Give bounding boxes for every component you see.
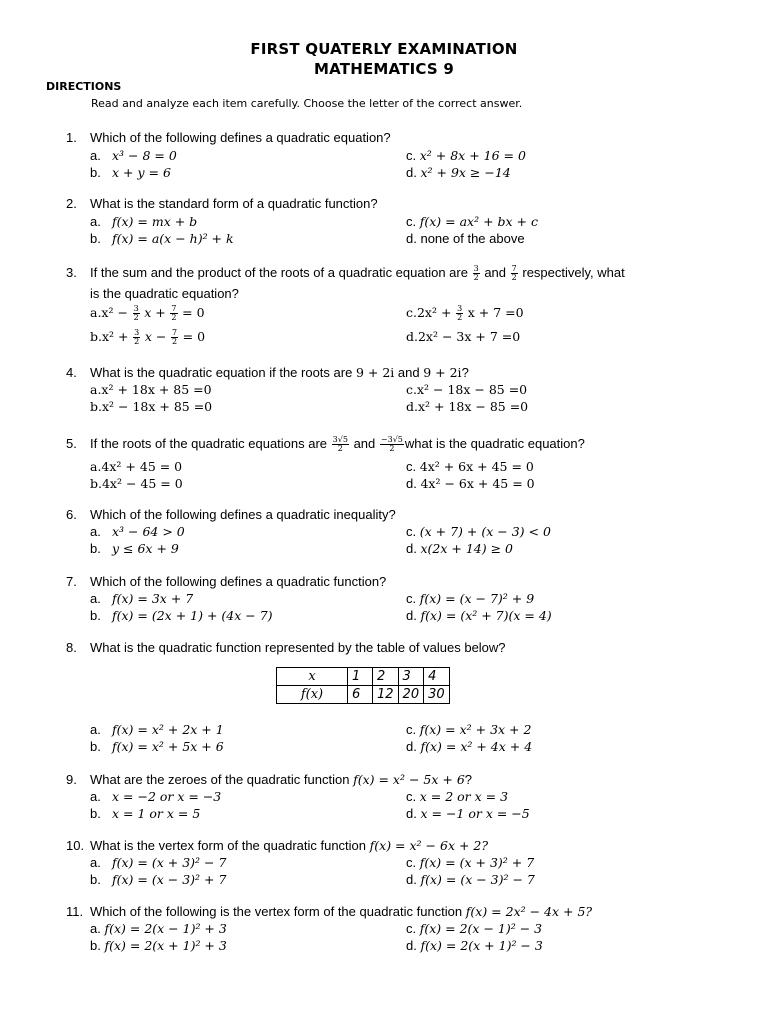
table-of-values (276, 667, 450, 704)
option-8d: d. f(x) = x² + 4x + 4 (406, 739, 533, 754)
fraction: $\frac{7}{2}$ (511, 264, 517, 283)
option-10a: a. f(x) = (x + 3)² − 7 (90, 855, 227, 870)
question-number: 2. (66, 196, 77, 211)
table-row-fx (277, 686, 450, 704)
option-10c: c. f(x) = (x + 3)² + 7 (406, 855, 535, 870)
question-3: 3. If the sum and the product of the roots of a quadratic equation are $\frac{3}{2}$ and $\frac{7}{2}$ respectively, what (66, 264, 625, 283)
table-cell: 20 (398, 686, 424, 704)
option-4d: d.x² + 18x − 85 =0 (406, 399, 529, 414)
question-11: 11. Which of the following is the vertex form of the quadratic function f(x) = 2x² − 4x + 5? (66, 904, 593, 919)
table-cell: 3 (398, 668, 424, 686)
option-3c: c.2x² + $\frac{3}{2}$ x + 7 =0 (406, 304, 524, 323)
question-4: 4. What is the quadratic equation if the roots are 9 + 2i and 9 + 2i? (66, 365, 469, 380)
option-6b: b. y ≤ 6x + 9 (90, 541, 179, 556)
question-text: Which of the following defines a quadratic inequality? (90, 507, 396, 522)
question-number: 10. (66, 838, 85, 853)
option-2b: b. f(x) = a(x − h)² + k (90, 231, 234, 246)
option-2c: c. f(x) = ax² + bx + c (406, 214, 539, 229)
option-11c: c. f(x) = 2(x − 1)² − 3 (406, 921, 543, 936)
question-text: What is the quadratic function represented by the table of values below? (90, 640, 506, 655)
table-cell: 4 (424, 668, 450, 686)
option-5b: b.4x² − 45 = 0 (90, 476, 183, 491)
option-3b: b.x² + $\frac{3}{2}$ x − $\frac{7}{2}$ = 0 (90, 328, 206, 347)
question-number: 3. (66, 265, 77, 280)
question-number: 5. (66, 436, 77, 451)
option-6a: a. x³ − 64 > 0 (90, 524, 185, 539)
option-5a: a.4x² + 45 = 0 (90, 459, 183, 474)
table-cell: 2 (373, 668, 399, 686)
question-8 (66, 640, 506, 656)
question-number: 1. (66, 130, 77, 145)
option-11d: d. f(x) = 2(x + 1)² − 3 (406, 938, 543, 953)
table-cell: 30 (424, 686, 450, 704)
fraction: $\frac{3}{2}$ (473, 264, 479, 283)
option-2a: a. f(x) = mx + b (90, 214, 198, 229)
option-9b: b. x = 1 or x = 5 (90, 806, 201, 821)
directions-label: DIRECTIONS (46, 80, 122, 93)
option-9d: d. x = −1 or x = −5 (406, 806, 530, 821)
question-7 (66, 574, 386, 590)
option-1c: c. x² + 8x + 16 = 0 (406, 148, 526, 163)
question-text: If the sum and the product of the roots of a quadratic equation are (90, 265, 468, 280)
question-2 (66, 196, 378, 212)
option-9a: a. x = −2 or x = −3 (90, 789, 222, 804)
option-8c: c. f(x) = x² + 3x + 2 (406, 722, 532, 737)
option-8b: b. f(x) = x² + 5x + 6 (90, 739, 224, 754)
exam-subject: MATHEMATICS 9 (314, 60, 454, 78)
question-text: Which of the following is the vertex form of the quadratic function (90, 904, 463, 919)
option-1d: d. x² + 9x ≥ −14 (406, 165, 511, 180)
option-6c: c. (x + 7) + (x − 3) < 0 (406, 524, 551, 539)
option-11a: a. f(x) = 2(x − 1)² + 3 (90, 921, 227, 936)
table-header-x: x (277, 668, 348, 686)
option-8a: a. f(x) = x² + 2x + 1 (90, 722, 224, 737)
option-5c: c. 4x² + 6x + 45 = 0 (406, 459, 534, 474)
question-text: What are the zeroes of the quadratic function (90, 772, 350, 787)
question-number: 4. (66, 365, 77, 380)
question-5: 5. If the roots of the quadratic equations are $\frac{3√5}{2}$ and $\frac{-3√5}{2}$ what is the quadratic equation? (66, 435, 585, 454)
option-4b: b.x² − 18x + 85 =0 (90, 399, 213, 414)
option-3d: d.2x² − 3x + 7 =0 (406, 329, 521, 344)
question-text: What is the standard form of a quadratic function? (90, 196, 378, 211)
option-11b: b. f(x) = 2(x + 1)² + 3 (90, 938, 227, 953)
option-9c: c. x = 2 or x = 3 (406, 789, 509, 804)
option-6d: d. x(2x + 14) ≥ 0 (406, 541, 513, 556)
option-5d: d. 4x² − 6x + 45 = 0 (406, 476, 535, 491)
option-1b: b. x + y = 6 (90, 165, 171, 180)
question-number: 11. (66, 904, 84, 919)
question-text: What is the vertex form of the quadratic function (90, 838, 367, 853)
option-10d: d. f(x) = (x − 3)² − 7 (406, 872, 535, 887)
question-number: 8. (66, 640, 77, 655)
table-cell: 12 (373, 686, 399, 704)
option-4c: c.x² − 18x − 85 =0 (406, 382, 528, 397)
table-header-fx: f(x) (277, 686, 348, 704)
question-text: What is the quadratic equation if the roots are (90, 365, 353, 380)
option-2d: d. none of the above (406, 231, 525, 246)
question-10: 10. What is the vertex form of the quadratic function f(x) = x² − 6x + 2? (66, 838, 489, 853)
question-6 (66, 507, 396, 523)
table-cell: 1 (348, 668, 373, 686)
table-row-x (277, 668, 450, 686)
option-7c: c. f(x) = (x − 7)² + 9 (406, 591, 535, 606)
question-9: 9. What are the zeroes of the quadratic function f(x) = x² − 5x + 6? (66, 772, 473, 787)
question-3-continuation: is the quadratic equation? (90, 286, 239, 301)
directions-text: Read and analyze each item carefully. Choose the letter of the correct answer. (91, 97, 523, 110)
option-3a: a.x² − $\frac{3}{2}$ x + $\frac{7}{2}$ = 0 (90, 304, 205, 323)
option-7b: b. f(x) = (2x + 1) + (4x − 7) (90, 608, 273, 623)
question-text: If the roots of the quadratic equations are (90, 436, 328, 451)
option-7a: a. f(x) = 3x + 7 (90, 591, 194, 606)
question-1 (66, 130, 391, 146)
option-7d: d. f(x) = (x² + 7)(x = 4) (406, 608, 552, 623)
question-text: Which of the following defines a quadratic equation? (90, 130, 391, 145)
question-number: 9. (66, 772, 77, 787)
exam-title: FIRST QUATERLY EXAMINATION (250, 40, 518, 58)
question-number: 7. (66, 574, 77, 589)
option-4a: a.x² + 18x + 85 =0 (90, 382, 212, 397)
question-text: Which of the following defines a quadratic function? (90, 574, 387, 589)
option-10b: b. f(x) = (x − 3)² + 7 (90, 872, 227, 887)
question-number: 6. (66, 507, 77, 522)
table-cell: 6 (348, 686, 373, 704)
option-1a: a. x³ − 8 = 0 (90, 148, 177, 163)
